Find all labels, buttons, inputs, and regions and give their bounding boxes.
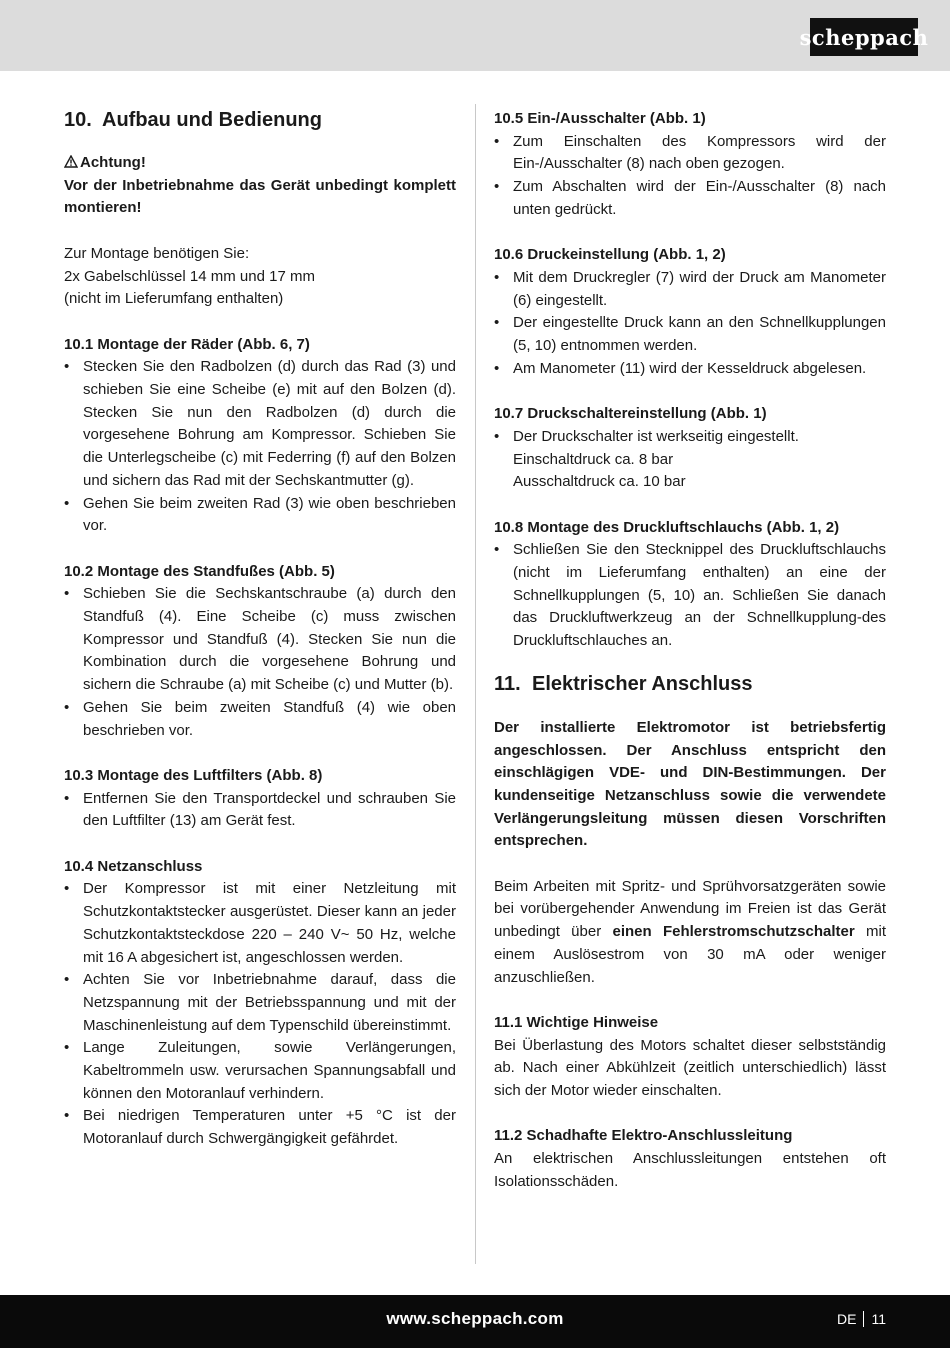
list-item: • Achten Sie vor Inbetriebnahme darauf, dass die Netzspannung mit der Betriebsspannung und mit der Maschinenleistung auf dem Typenschild übereinstimmt. <box>64 969 456 1037</box>
electrical-intro: Der installierte Elektromotor ist betriebsfertig angeschlossen. Der Anschluss entspricht den einschlägigen VDE- und DIN-Bestimmungen. Der kundenseitige Netzanschluss sowie die verwendete Verlängerungsleitung müssen diesen Vorschriften entsprechen. <box>494 718 886 850</box>
list-item: • Der eingestellte Druck kann an den Schnellkupplungen (5, 10) entnommen werden. <box>494 312 886 357</box>
section-11-2-text: An elektrischen Anschlussleitungen entstehen oft Isolationsschäden. <box>494 1150 886 1190</box>
section-10-5-list <box>494 131 886 222</box>
section-10-6-list <box>494 267 886 381</box>
list-item: • Schließen Sie den Stecknippel des Druckluftschlauchs (nicht im Lieferumfang enthalten) an eine der Schnellkupplungen (5, 10) an. Schließen Sie danach das Druckluftwerkzeug an der Schnellkupplung-des Druckluftschlauches an. <box>494 539 886 653</box>
tools-line-3: (nicht im Lieferumfang enthalten) <box>64 290 284 308</box>
section-10-3-title: 10.3 Montage des Luftfilters (Abb. 8) <box>64 766 323 784</box>
section-10-2-list <box>64 583 456 742</box>
section-10-7-title: 10.7 Druckschaltereinstellung (Abb. 1) <box>494 405 767 423</box>
list-item: • Bei niedrigen Temperaturen unter +5 °C ist der Motoranlauf durch Schwergängigkeit gefährdet. <box>64 1105 456 1150</box>
section-11-1-title: 11.1 Wichtige Hinweise <box>494 1013 659 1031</box>
list-item: • Am Manometer (11) wird der Kesseldruck abgelesen. <box>494 358 886 381</box>
section-10-6-title: 10.6 Druckeinstellung (Abb. 1, 2) <box>494 246 726 264</box>
list-item: • Lange Zuleitungen, sowie Verlängerungen, Kabeltrommeln usw. verursachen Spannungsabfall und können den Motoranlauf verhindern. <box>64 1037 456 1105</box>
section-10-7-list <box>494 426 886 494</box>
list-item: • Der Kompressor ist mit einer Netzleitung mit Schutzkontaktstecker ausgerüstet. Dieser kann an jeder Schutzkontaktsteckdose 220 – 240 V~ 50 Hz, welche mit 16 A abgesichert ist, angeschlossen werden. <box>64 878 456 969</box>
section-10-4-list <box>64 878 456 1150</box>
section-11-1-text: Bei Überlastung des Motors schaltet dieser selbstständig ab. Nach einer Abkühlzeit (zeitlich unterschiedlich) lässt sich der Motor wieder einschalten. <box>494 1036 886 1100</box>
section-10-heading: 10. Aufbau und Bedienung <box>64 109 322 131</box>
section-10-1-list <box>64 356 456 538</box>
rcd-paragraph: Beim Arbeiten mit Spritz- und Sprühvorsatzgeräten sowie bei vorübergehender Anwendung im Freien ist das Gerät unbedingt über einen Fehlerstromschutzschalter mit einem Auslösestrom von 30 mA oder weniger anzuschließen. <box>494 877 886 986</box>
warning-triangle-icon <box>64 152 80 175</box>
section-11-2-title: 11.2 Schadhafte Elektro-Anschlussleitung <box>494 1127 793 1145</box>
list-item: • Entfernen Sie den Transportdeckel und schrauben Sie den Luftfilter (13) am Gerät fest. <box>64 788 456 833</box>
footer-url-link[interactable]: www.scheppach.com <box>386 1309 564 1328</box>
tools-line-1: Zur Montage benötigen Sie: <box>64 244 250 262</box>
footer-bar <box>0 1295 950 1348</box>
list-item: • Der Druckschalter ist werkseitig eingestellt. Einschaltdruck ca. 8 bar Ausschaltdruck ca. 10 bar <box>494 426 886 494</box>
list-item: • Zum Einschalten des Kompressors wird der Ein-/Ausschalter (8) nach oben gezogen. <box>494 131 886 176</box>
section-10-2-title: 10.2 Montage des Standfußes (Abb. 5) <box>64 562 335 580</box>
switch-on-pressure: Einschaltdruck ca. 8 bar <box>513 450 674 468</box>
page-indicator <box>837 1311 886 1327</box>
tools-line-2: 2x Gabelschlüssel 14 mm und 17 mm <box>64 267 315 285</box>
section-10-8-list <box>494 539 886 653</box>
switch-off-pressure: Ausschaltdruck ca. 10 bar <box>513 473 686 491</box>
left-column <box>64 108 456 1151</box>
page-number: 11 <box>871 1311 886 1327</box>
section-10-1-title: 10.1 Montage der Räder (Abb. 6, 7) <box>64 335 310 353</box>
warning-block <box>64 152 456 220</box>
section-10-8-title: 10.8 Montage des Druckluftschlauchs (Abb. 1, 2) <box>494 518 840 536</box>
section-10-3-list <box>64 788 456 833</box>
section-11-heading: 11. Elektrischer Anschluss <box>494 672 753 695</box>
warning-heading: Achtung! <box>80 154 146 171</box>
list-item: • Gehen Sie beim zweiten Standfuß (4) wie oben beschrieben vor. <box>64 697 456 742</box>
list-item: • Zum Abschalten wird der Ein-/Ausschalter (8) nach unten gedrückt. <box>494 176 886 221</box>
list-item: • Gehen Sie beim zweiten Rad (3) wie oben beschrieben vor. <box>64 493 456 538</box>
list-item: • Mit dem Druckregler (7) wird der Druck am Manometer (6) eingestellt. <box>494 267 886 312</box>
section-10-4-title: 10.4 Netzanschluss <box>64 857 203 875</box>
list-item: • Schieben Sie die Sechskantschraube (a) durch den Standfuß (4). Eine Scheibe (c) muss zwischen Kompressor und Standfuß (4). Stecken Sie nun die Kombination durch die vorgesehene Bohrung und sichern die Schraube (a) mit Scheibe (c) und Mutter (b). <box>64 583 456 697</box>
brand-logo: scheppach <box>810 18 918 56</box>
list-item: • Stecken Sie den Radbolzen (d) durch das Rad (3) und schieben Sie eine Scheibe (e) mit auf den Bolzen (d). Stecken Sie nun den Radbolzen (d) durch die vorgesehene Bohrung am Kompressor. Schieben Sie die Unterlegscheibe (c) mit Federring (f) auf den Bolzen und sichern das Rad mit der Sechskantmutter (g). <box>64 356 456 492</box>
language-code: DE <box>837 1311 857 1327</box>
warning-text: Vor der Inbetriebnahme das Gerät unbedingt komplett montieren! <box>64 176 456 217</box>
right-column <box>494 108 886 1194</box>
column-divider <box>475 104 476 1264</box>
section-10-5-title: 10.5 Ein-/Ausschalter (Abb. 1) <box>494 110 706 127</box>
header-bar <box>0 0 950 71</box>
